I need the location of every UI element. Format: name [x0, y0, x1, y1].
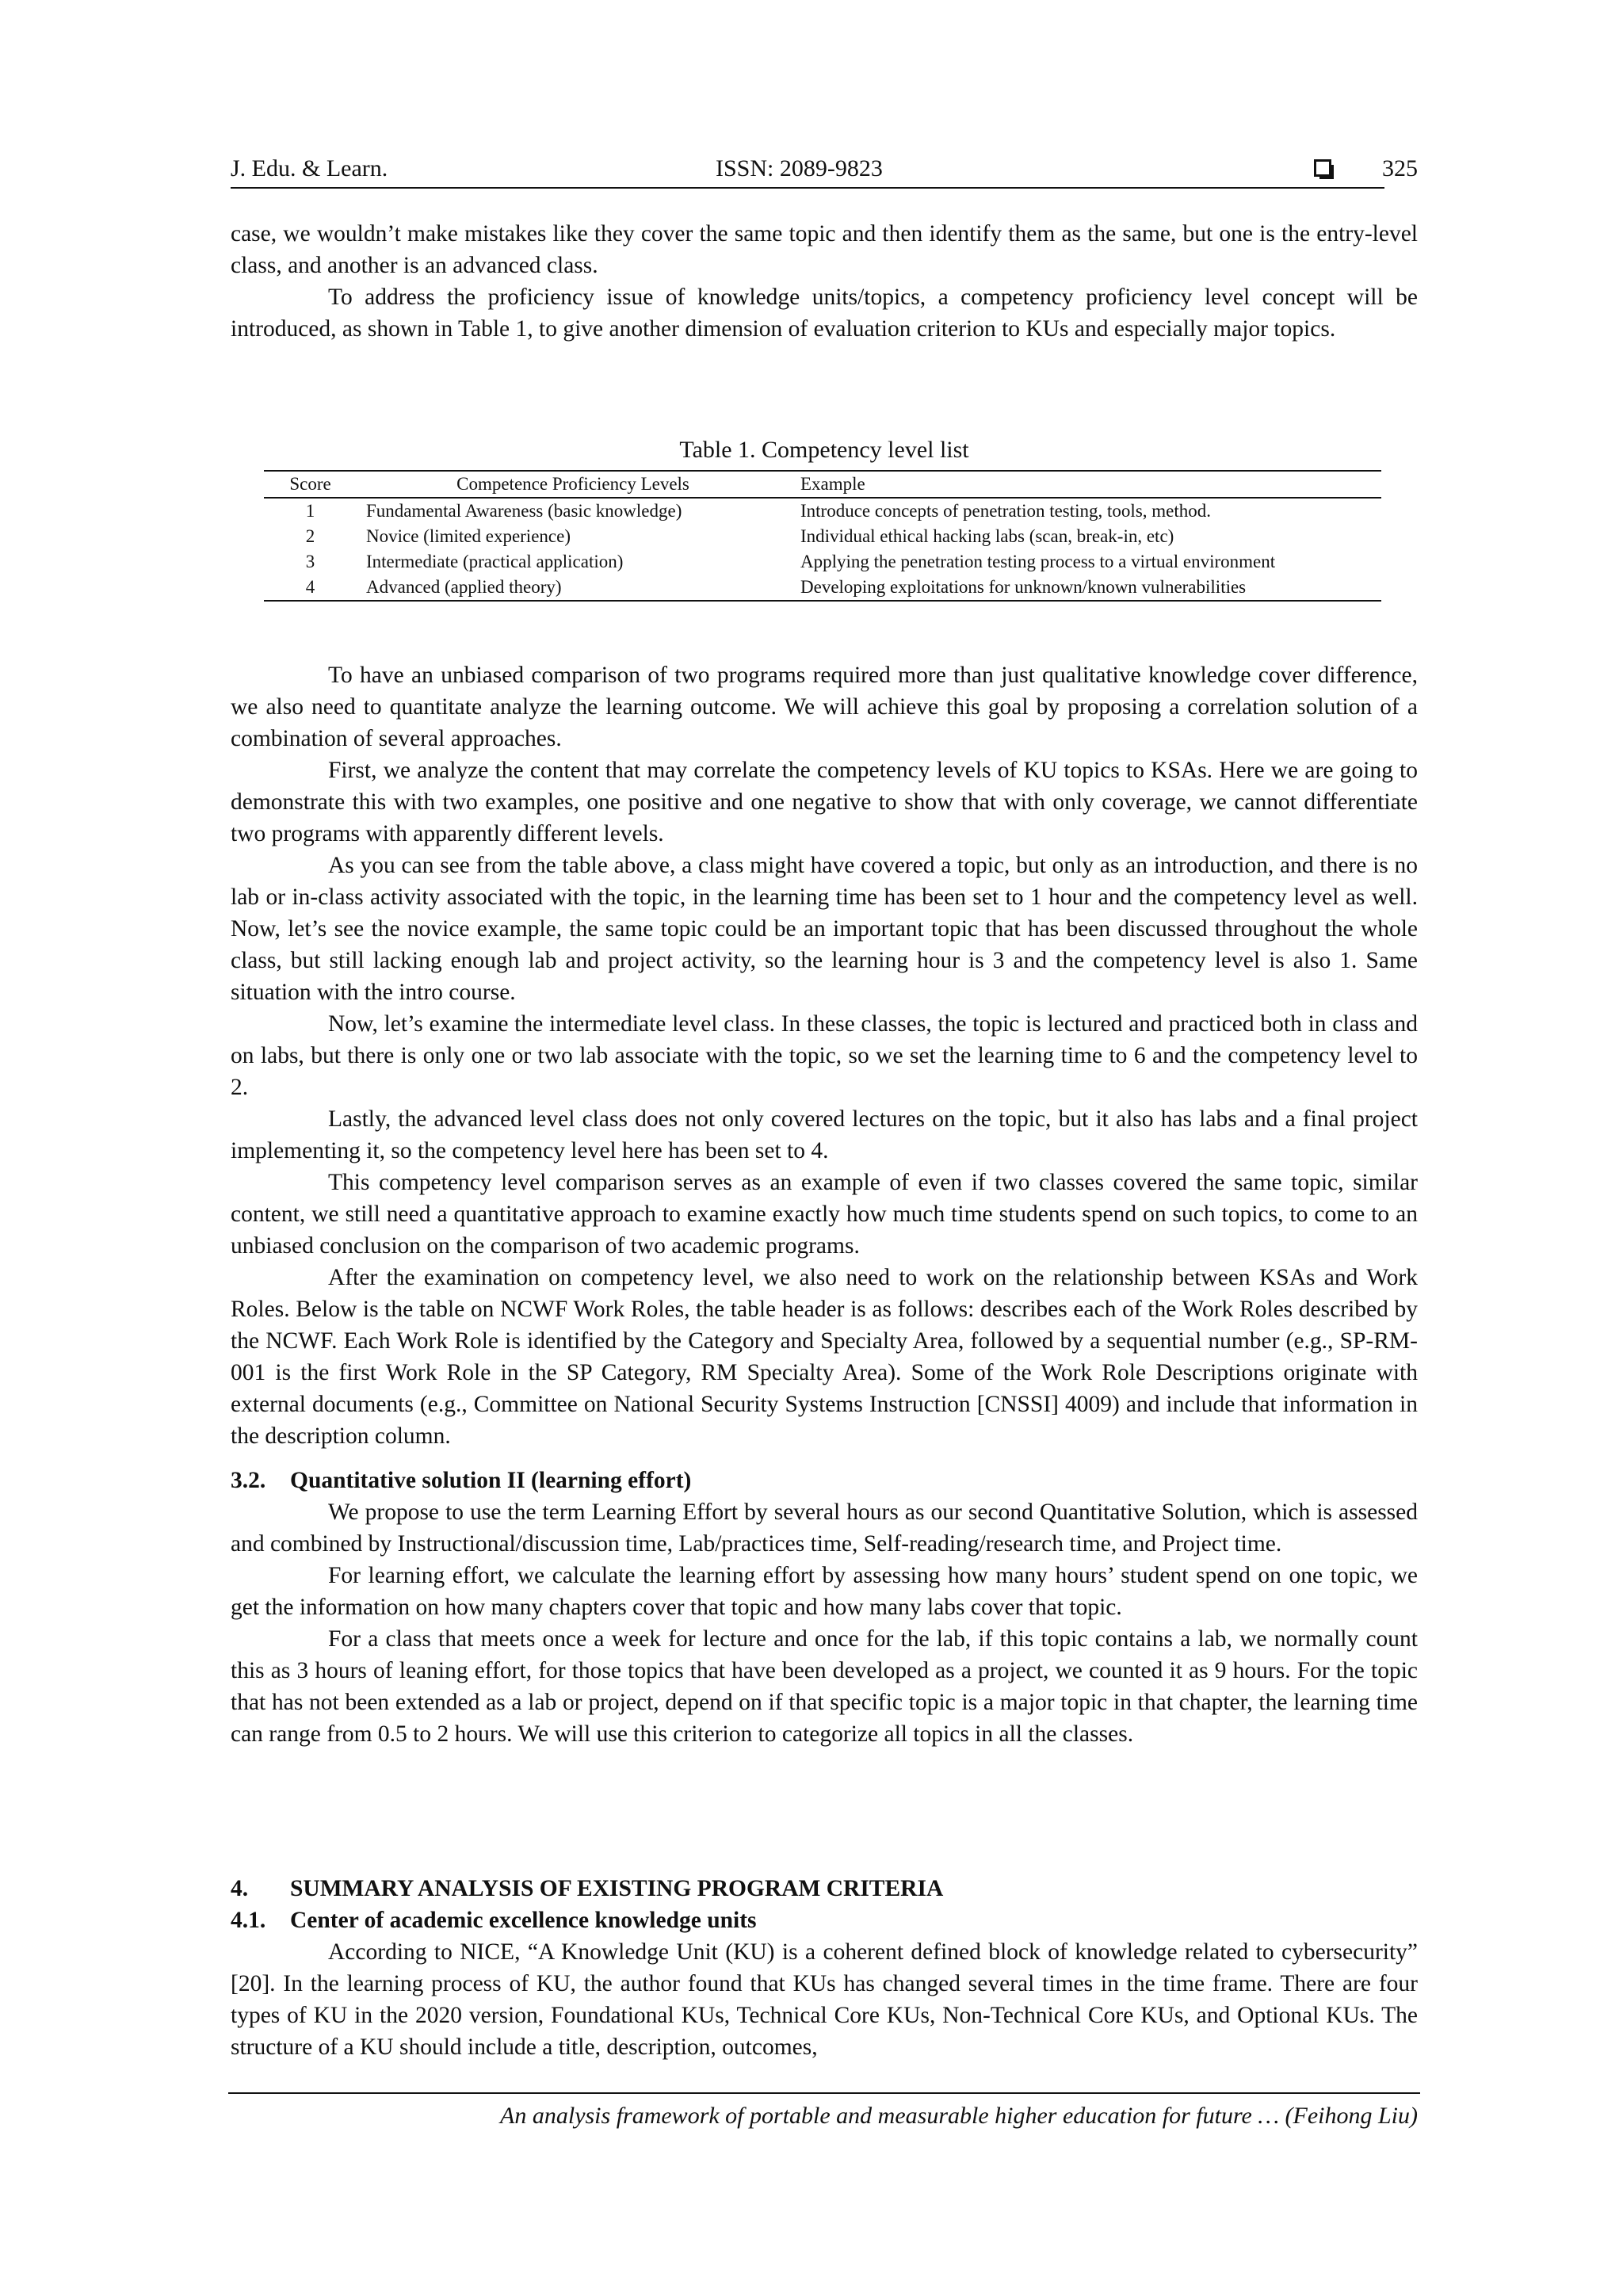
table-caption: Table 1. Competency level list — [679, 437, 969, 463]
table-cell: Applying the penetration testing process to a virtual environment — [800, 552, 1276, 571]
table-cell: 2 — [305, 526, 315, 546]
paragraph: To address the proficiency issue of knowledge units/topics, a competency proficiency level concept will be introduced, as shown in Table 1, to give another dimension of evaluation criterion to KUs and especially major topics. — [231, 285, 1418, 342]
paragraph: To have an unbiased comparison of two programs required more than just qualitative knowledge cover difference, we also need to quantitate analyze the learning outcome. We will achieve this goal by proposing a correlation solution of a combination of several approaches. — [231, 663, 1418, 751]
subsection-heading — [231, 1904, 1418, 1936]
issn: ISSN: 2089-9823 — [716, 155, 883, 181]
paragraph: First, we analyze the content that may correlate the competency levels of KU topics to KSAs. Here we are going to demonstrate this with two examples, one positive and one negative to show that with only coverage, we cannot differentiate two programs with apparently different levels. — [231, 758, 1418, 846]
table-row — [264, 524, 1381, 549]
table-cell: Developing exploitations for unknown/known vulnerabilities — [789, 575, 1381, 601]
paragraph: We propose to use the term Learning Effort by several hours as our second Quantitative Solution, which is assessed and combined by Instructional/discussion time, Lab/practices time, Self-reading/research time, and Project time. — [231, 1499, 1418, 1557]
table-cell: Introduce concepts of penetration testing, tools, method. — [800, 501, 1212, 521]
section-3-2 — [231, 1465, 1418, 1750]
table-row — [264, 549, 1381, 575]
table-cell: Advanced (applied theory) — [357, 575, 789, 601]
table-cell: Fundamental Awareness (basic knowledge) — [366, 501, 682, 521]
table-row — [264, 575, 1381, 601]
table-cell: Individual ethical hacking labs (scan, break-in, etc) — [800, 526, 1174, 546]
table-row — [264, 498, 1381, 524]
paragraph: Lastly, the advanced level class does not only covered lectures on the topic, but it also has labs and a final project implementing it, so the competency level here has been set to 4. — [231, 1106, 1418, 1163]
column-header: Example — [789, 471, 1381, 498]
table-cell: Novice (limited experience) — [366, 526, 571, 546]
section-number: 4. — [231, 1876, 249, 1901]
table-header-row — [264, 471, 1381, 498]
paragraph: Now, let’s examine the intermediate level class. In these classes, the topic is lectured and practiced both in class and on labs, but there is only one or two lab associate with the topic, so we set the learning time to 6 and the competency level to 2. — [231, 1011, 1418, 1100]
table-cell: 3 — [305, 552, 315, 571]
intro-text — [231, 218, 1418, 345]
body-text — [231, 659, 1418, 1452]
competency-table — [264, 470, 1381, 602]
paragraph: As you can see from the table above, a class might have covered a topic, but only as an introduction, and there is no lab or in-class activity associated with the topic, in the learning time has been set to 1 hour and the competency level as well. Now, let’s see the novice example, the same topic could be an important topic that has been discussed throughout the whole class, but still lacking enough lab and project activity, so the learning hour is 3 and the competency level is also 1. Same situation with the intro course. — [231, 853, 1418, 1005]
paragraph: For learning effort, we calculate the learning effort by assessing how many hours’ student spend on one topic, we get the information on how many chapters cover that topic and how many labs cover that topic. — [231, 1563, 1418, 1620]
running-header — [231, 155, 1418, 190]
journal-name: J. Edu. & Learn. — [231, 155, 388, 181]
paragraph: case, we wouldn’t make mistakes like they cover the same topic and then identify them as the same, but one is the entry-level class, and another is an advanced class. — [231, 221, 1418, 278]
section-title: Center of academic excellence knowledge units — [290, 1908, 757, 1933]
header-rule — [231, 187, 1384, 189]
section-4 — [231, 1873, 1418, 2063]
running-footer: An analysis framework of portable and measurable higher education for future … (Feihong Liu) — [500, 2103, 1418, 2129]
section-heading — [231, 1465, 1418, 1496]
section-title: SUMMARY ANALYSIS OF EXISTING PROGRAM CRITERIA — [290, 1876, 944, 1901]
table-cell: 4 — [264, 575, 357, 601]
page-number: 325 — [1382, 155, 1418, 181]
paragraph: According to NICE, “A Knowledge Unit (KU) is a coherent defined block of knowledge related to cybersecurity” [20]. In the learning process of KU, the author found that KUs has changed several times in the time frame. There are four types of KU in the 2020 version, Foundational KUs, Technical Core KUs, Non-Technical Core KUs, and Optional KUs. The structure of a KU should include a title, description, outcomes, — [231, 1939, 1418, 2060]
paragraph: After the examination on competency level, we also need to work on the relationship between KSAs and Work Roles. Below is the table on NCWF Work Roles, the table header is as follows: describes each of the Work Roles described by the NCWF. Each Work Role is identified by the Category and Specialty Area, followed by a sequential number (e.g., SP-RM-001 is the first Work Role in the SP Category, RM Specialty Area). Some of the Work Role Descriptions originate with external documents (e.g., Committee on National Security Systems Instruction [CNSSI] 4009) and include that information in the description column. — [231, 1265, 1418, 1449]
column-header: Competence Proficiency Levels — [357, 471, 789, 498]
footer-rule — [228, 2092, 1420, 2094]
paragraph: For a class that meets once a week for lecture and once for the lab, if this topic contains a lab, we normally count this as 3 hours of leaning effort, for those topics that have been developed as a project, we counted it as 9 hours. For the topic that has not been extended as a lab or project, depend on if that specific topic is a major topic in that chapter, the learning time can range from 0.5 to 2 hours. We will use this criterion to categorize all topics in all the classes. — [231, 1626, 1418, 1747]
square-bullet-icon — [1314, 159, 1331, 177]
section-number: 3.2. — [231, 1468, 266, 1493]
section-heading — [231, 1873, 1418, 1904]
table-cell: Intermediate (practical application) — [366, 552, 624, 571]
section-title: Quantitative solution II (learning effort) — [290, 1468, 692, 1493]
section-number: 4.1. — [231, 1908, 266, 1933]
paragraph: This competency level comparison serves as an example of even if two classes covered the same topic, similar content, we still need a quantitative approach to examine exactly how much time students spend on such topics, to come to an unbiased conclusion on the comparison of two academic programs. — [231, 1170, 1418, 1259]
column-header: Score — [264, 471, 357, 498]
table-cell: 1 — [305, 501, 315, 521]
